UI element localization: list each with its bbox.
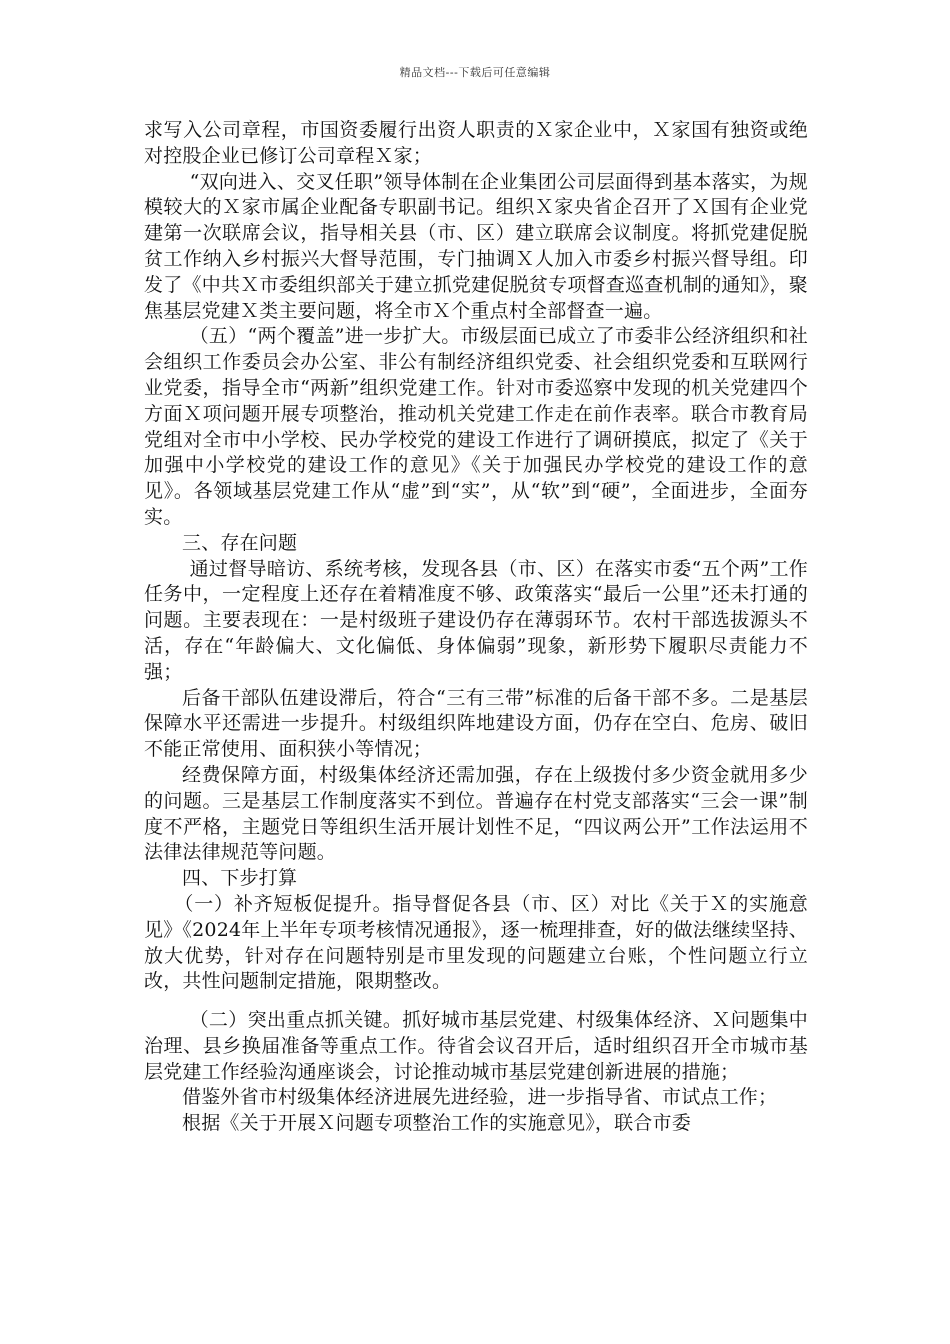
paragraph-two-coverage: （五）“两个覆盖”进一步扩大。市级层面已成立了市委非公经济组织和社会组织工作委员会办公室、非公有制经济组织党委、社会组织党委和互联网行业党委，指导全市“两新”组织党建工作。针对市委巡察中发现的机关党建四个方面Ｘ项问题开展专项整治，推动机关党建工作走在前作表率。联合市教育局党组对全市中小学校、民办学校党的建设工作进行了调研摸底，拟定了《关于加强中小学校党的建设工作的意见》《关于加强民办学校党的建设工作的意见》。各领域基层党建工作从“虚”到“实”，从“软”到“硬”，全面进步，全面夯实。 bbox=[144, 325, 808, 528]
paragraph-leadership-system: “双向进入、交叉任职”领导体制在企业集团公司层面得到基本落实，为规模较大的Ｘ家市属企业配备专职副书记。组织Ｘ家央省企召开了Ｘ国有企业党建第一次联席会议，指导相关县（市、区）建立联席会议制度。将抓党建促脱贫工作纳入乡村振兴大督导范围，专门抽调Ｘ人加入市委乡村振兴督导组。印发了《中共Ｘ市委组织部关于建立抓党建促脱贫专项督查巡查机制的通知》，聚焦基层党建Ｘ类主要问题，将全市Ｘ个重点村全部督查一遍。 bbox=[144, 170, 808, 322]
document-body bbox=[144, 118, 808, 1137]
paragraph-problems-overview: 通过督导暗访、系统考核，发现各县（市、区）在落实市委“五个两”工作任务中，一定程度上还存在着精准度不够、政策落实“最后一公里”还未打通的问题。主要表现在：一是村级班子建设仍存在薄弱环节。农村干部选拔源头不活，存在“年龄偏大、文化偏低、身体偏弱”现象，新形势下履职尽责能力不强； bbox=[144, 557, 808, 683]
paragraph-collective-economy: 借鉴外省市村级集体经济进展先进经验，进一步指导省、市试点工作； bbox=[182, 1086, 778, 1109]
paragraph-continuation: 求写入公司章程，市国资委履行出资人职责的Ｘ家企业中，Ｘ家国有独资或绝对控股企业已修订公司章程Ｘ家； bbox=[144, 119, 808, 167]
paragraph-next-step-2: （二）突出重点抓关键。抓好城市基层党建、村级集体经济、Ｘ问题集中治理、县乡换届准备等重点工作。待省会议召开后，适时组织召开全市城市基层党建工作经验沟通座谈会，讨论推动城市基层党建创新进展的措施； bbox=[144, 1009, 808, 1083]
page-header: 精品文档---下载后可任意编辑 bbox=[399, 66, 551, 79]
section-heading-next-steps: 四、下步打算 bbox=[182, 867, 298, 890]
paragraph-special-rectification: 根据《关于开展Ｘ问题专项整治工作的实施意见》，联合市委 bbox=[182, 1112, 691, 1135]
paragraph-next-step-1: （一）补齐短板促提升。指导督促各县（市、区）对比《关于Ｘ的实施意见》《2024年上半年专项考核情况通报》，逐一梳理排查，好的做法继续坚持、放大优势，针对存在问题特别是市里发现的问题建立台账，个性问题立行立改，共性问题制定措施，限期整改。 bbox=[144, 892, 808, 993]
paragraph-reserve-cadres: 后备干部队伍建设滞后，符合“三有三带”标准的后备干部不多。二是基层保障水平还需进一步提升。村级组织阵地建设方面，仍存在空白、危房、破旧不能正常使用、面积狭小等情况； bbox=[144, 686, 808, 761]
paragraph-funding: 经费保障方面，村级集体经济还需加强，存在上级拨付多少资金就用多少的问题。三是基层工作制度落实不到位。普遍存在村党支部落实“三会一课”制度不严格，主题党日等组织生活开展计划性不足，“四议两公开”工作法运用不法律法律规范等问题。 bbox=[144, 763, 808, 864]
section-heading-problems: 三、存在问题 bbox=[182, 531, 298, 554]
